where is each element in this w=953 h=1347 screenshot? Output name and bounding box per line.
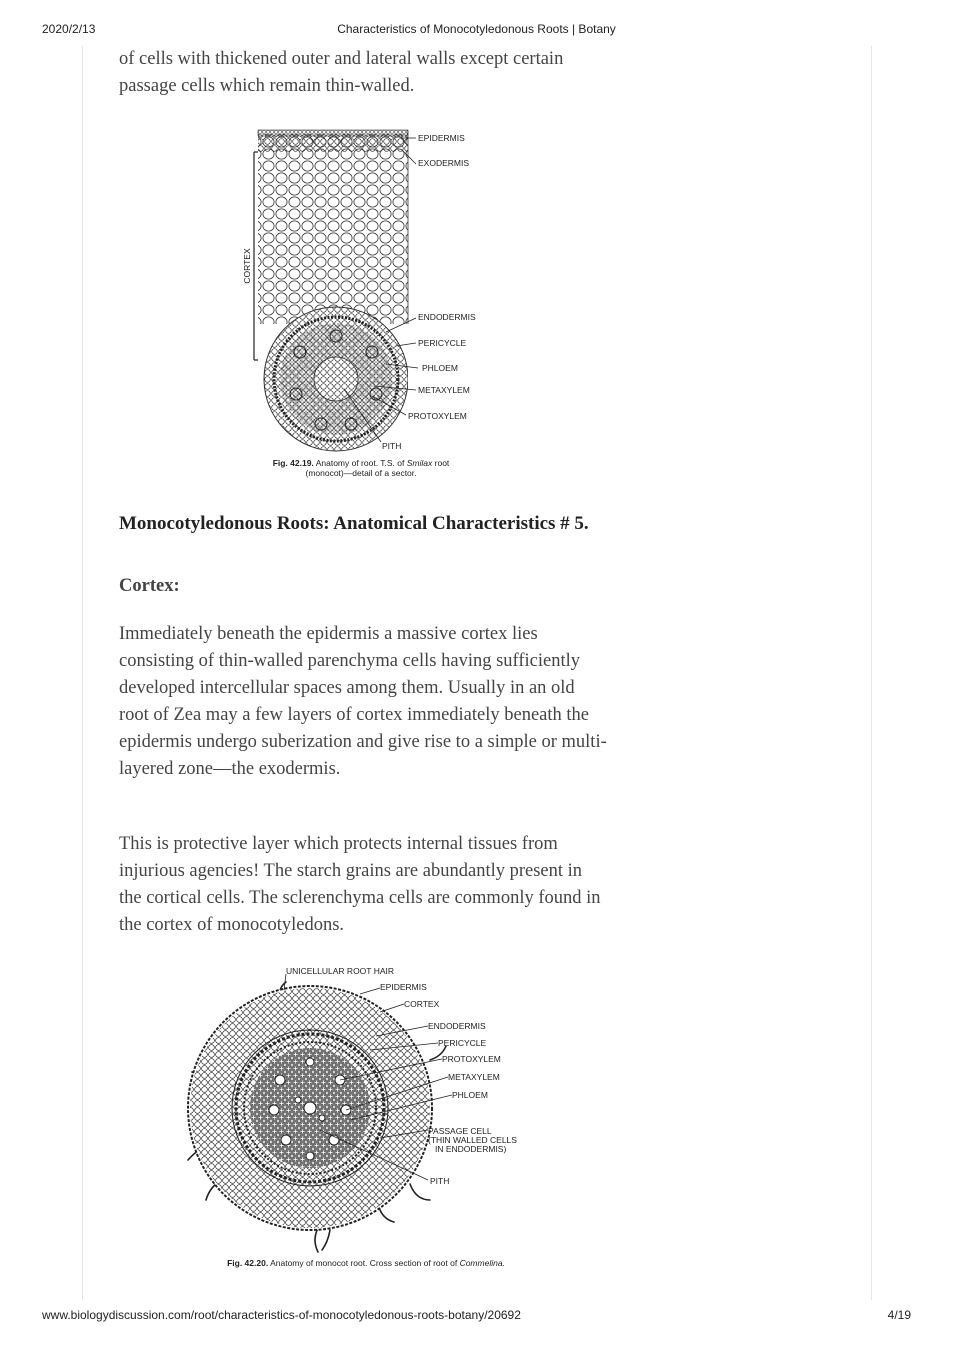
- figure2-caption: [180, 1258, 552, 1268]
- page-title: Characteristics of Monocotyledonous Roots | Botany: [337, 22, 616, 36]
- page-url: www.biologydiscussion.com/root/characteristics-of-monocotyledonous-roots-botany/20692: [42, 1308, 521, 1322]
- page-number: 4/19: [887, 1308, 911, 1322]
- label-protoxylem: PROTOXYLEM: [442, 1054, 501, 1064]
- label-epidermis: EPIDERMIS: [380, 982, 427, 992]
- figure1-caption-number: Fig. 42.19.: [272, 458, 314, 468]
- label-exodermis: EXODERMIS: [418, 158, 470, 168]
- label-passage-cell-3: IN ENDODERMIS): [435, 1144, 507, 1154]
- label-metaxylem: METAXYLEM: [418, 385, 470, 395]
- figure2-caption-number: Fig. 42.20.: [227, 1258, 269, 1268]
- label-phloem: PHLOEM: [452, 1090, 488, 1100]
- label-pericycle: PERICYCLE: [418, 338, 467, 348]
- label-cortex: CORTEX: [242, 248, 252, 284]
- label-pith: PITH: [430, 1176, 450, 1186]
- figure2-caption-species: Commelina.: [459, 1258, 505, 1268]
- figure2-caption-text: Anatomy of monocot root. Cross section of root of: [270, 1258, 458, 1268]
- section-heading: Monocotyledonous Roots: Anatomical Characteristics # 5.: [119, 513, 589, 534]
- paragraph-cortex-1: Immediately beneath the epidermis a massive cortex lies consisting of thin-walled parenchyma cells having sufficiently developed intercellular spaces among them. Usually in an old root of Zea may a few layers of cortex immediately beneath the epidermis undergo suberization and give rise to a simple or multi-layered zone—the exodermis.: [119, 624, 607, 779]
- label-root-hair: UNICELLULAR ROOT HAIR: [286, 966, 395, 976]
- label-phloem: PHLOEM: [422, 363, 458, 373]
- figure1-caption-line2: (monocot)—detail of a sector.: [305, 468, 417, 478]
- label-epidermis: EPIDERMIS: [418, 133, 465, 143]
- label-endodermis: ENDODERMIS: [418, 312, 476, 322]
- label-metaxylem: METAXYLEM: [448, 1072, 500, 1082]
- right-border: [871, 46, 872, 1300]
- print-date: 2020/2/13: [42, 22, 96, 36]
- smilax-root-diagram: [236, 124, 486, 486]
- intro-paragraph: of cells with thickened outer and lateral walls except certain passage cells which remain thin-walled.: [119, 49, 564, 96]
- label-pith: PITH: [382, 441, 402, 451]
- label-protoxylem: PROTOXYLEM: [408, 411, 467, 421]
- label-passage-cell-2: (THIN WALLED CELLS: [428, 1135, 517, 1145]
- paragraph-cortex-2: This is protective layer which protects internal tissues from injurious agencies! The starch grains are abundantly present in the cortical cells. The sclerenchyma cells are commonly found in the cortex of monocotyledons.: [119, 834, 601, 935]
- figure-smilax-root: [236, 124, 486, 486]
- label-cortex: CORTEX: [404, 999, 440, 1009]
- figure1-caption: [236, 458, 486, 478]
- figure-commelina-root: [180, 960, 552, 1276]
- label-pericycle: PERICYCLE: [438, 1038, 487, 1048]
- commelina-root-diagram: [180, 960, 552, 1276]
- left-border: [82, 46, 83, 1300]
- figure1-caption-text: Anatomy of root. T.S. of: [315, 458, 405, 468]
- figure1-caption-species: Smilax: [406, 458, 433, 468]
- label-endodermis: ENDODERMIS: [428, 1021, 486, 1031]
- label-passage-cell: PASSAGE CELL: [428, 1126, 492, 1136]
- subheading-cortex: Cortex:: [119, 576, 180, 596]
- figure1-caption-text2: root: [434, 458, 450, 468]
